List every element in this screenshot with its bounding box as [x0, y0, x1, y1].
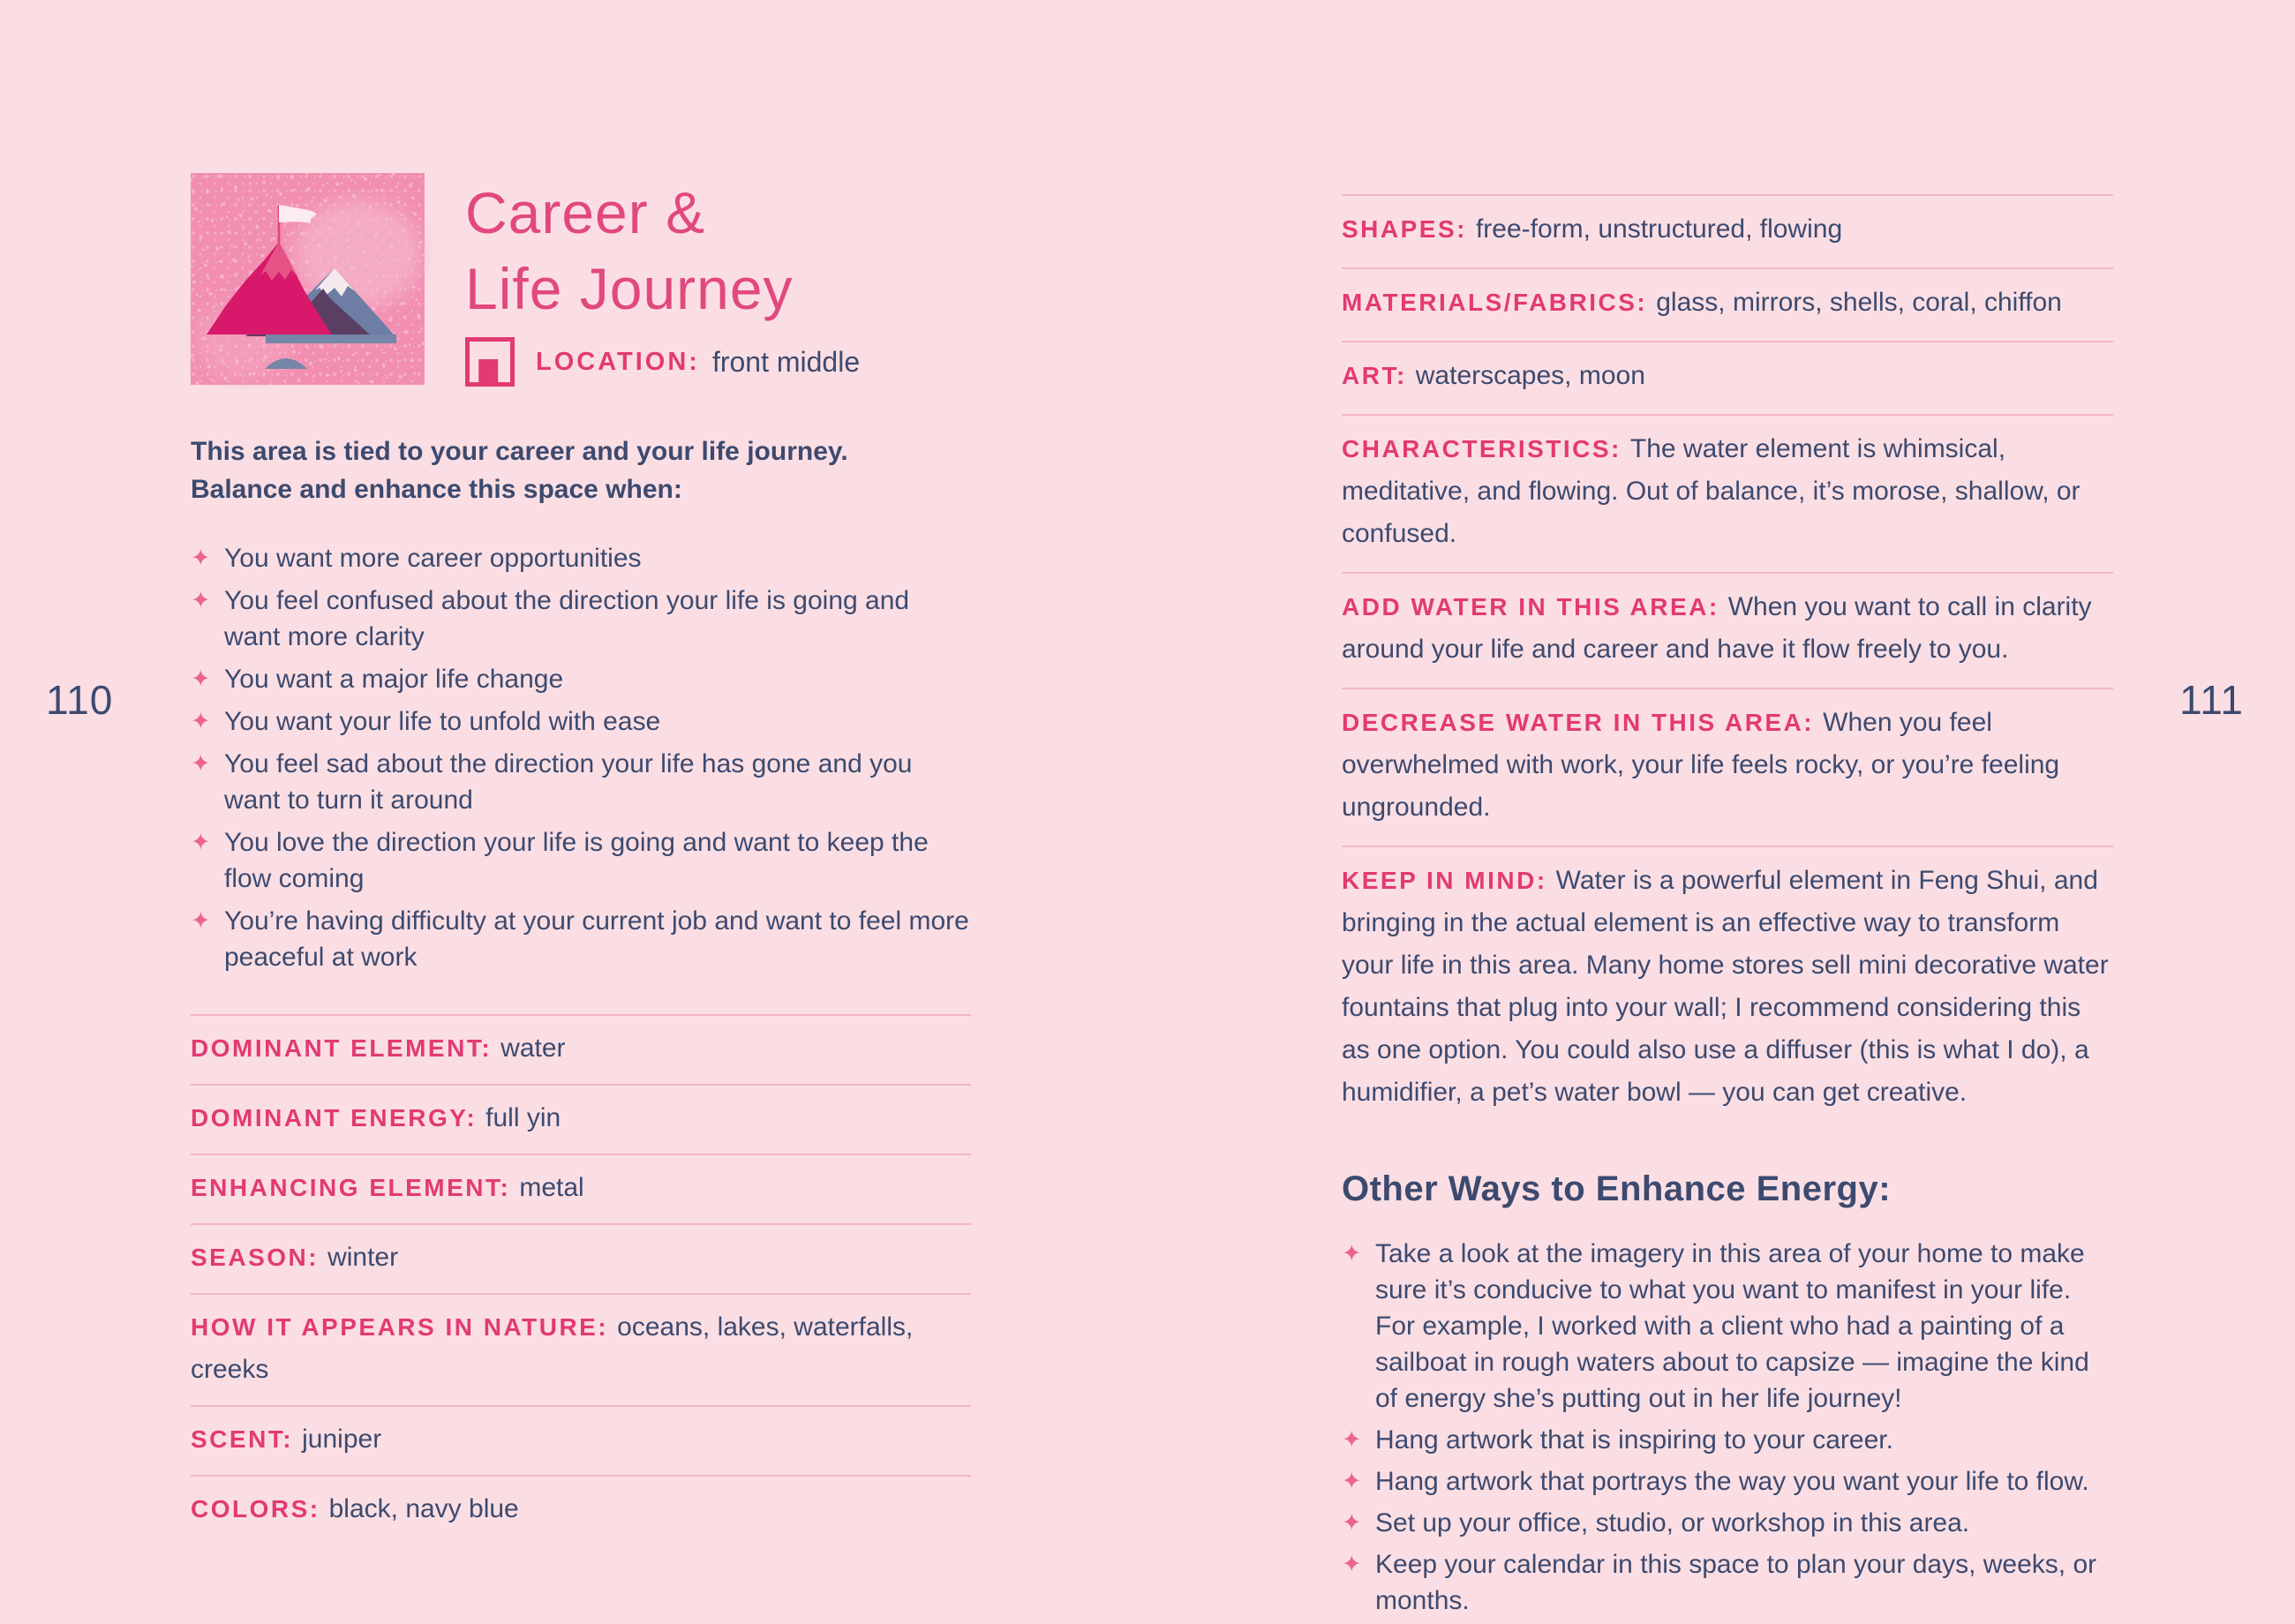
attribute-label: DOMINANT ENERGY: [191, 1104, 478, 1132]
floorplan-location-icon [465, 337, 515, 387]
attribute-label: DOMINANT ELEMENT: [191, 1034, 493, 1062]
list-item: ✦ You want a major life change [191, 661, 971, 697]
mountain-flag-illustration [191, 173, 425, 385]
attribute-label: HOW IT APPEARS IN NATURE: [191, 1313, 609, 1341]
sparkle-bullet-icon: ✦ [1342, 1426, 1362, 1453]
table-row [1342, 572, 2113, 688]
list-item: ✦ You feel confused about the direction your life is going and want more clarity [191, 583, 971, 655]
attribute-label: SCENT: [191, 1425, 294, 1453]
water-attributes-table [1342, 194, 2113, 1131]
intro-line-1: This area is tied to your career and your life journey. [191, 437, 848, 466]
attribute-value: When you feel overwhelmed with work, your life feels rocky, or you’re feeling ungrounded. [1342, 708, 2060, 822]
attribute-label: DECREASE WATER IN THIS AREA: [1342, 709, 1815, 736]
intro-text [191, 432, 971, 508]
attribute-value: Water is a powerful element in Feng Shui, and bringing in the actual element is an effective way to transform your life in this area. Many home stores sell mini decorative water fountains that plug into your wall; I recommend considering this as one option. You could also use a diffuser (this is what I do), a humidifier, a pet’s water bowl — you can get creative. [1342, 866, 2109, 1107]
attribute-label: KEEP IN MIND: [1342, 867, 1547, 894]
attribute-label: MATERIALS/FABRICS: [1342, 289, 1648, 316]
element-attributes-table [191, 1014, 971, 1545]
table-row [191, 1154, 971, 1223]
table-row [191, 1405, 971, 1475]
sparkle-bullet-icon: ✦ [1342, 1240, 1362, 1267]
table-row [191, 1475, 971, 1545]
list-item: ✦ Hang artwork that portrays the way you want your life to flow. [1342, 1463, 2113, 1500]
page-title-line-1: Career & [465, 180, 706, 245]
attribute-value: full yin [485, 1103, 561, 1132]
attribute-value: waterscapes, moon [1415, 361, 1645, 390]
table-row [1342, 267, 2113, 341]
attribute-value: oceans, lakes, waterfalls, creeks [191, 1312, 914, 1384]
enhance-energy-list [1342, 1236, 2113, 1619]
sparkle-bullet-icon: ✦ [191, 545, 211, 571]
section-heading: Other Ways to Enhance Energy: [1342, 1169, 1892, 1208]
attribute-label: CHARACTERISTICS: [1342, 435, 1622, 462]
table-row [191, 1223, 971, 1293]
list-item: ✦ Take a look at the imagery in this area of your home to make sure it’s conducive to what you want to manifest in your life. For example, I worked with a client who had a painting of a sailboat in rough waters about to capsize — imagine the kind of energy she’s putting out in her life journey! [1342, 1236, 2113, 1417]
sparkle-bullet-icon: ✦ [191, 750, 211, 777]
table-row [1342, 846, 2113, 1131]
page-number-right: 111 [2179, 677, 2244, 723]
list-item: ✦ Hang artwork that is inspiring to your career. [1342, 1422, 2113, 1458]
sparkle-bullet-icon: ✦ [191, 829, 211, 855]
chapter-header [191, 173, 971, 387]
attribute-label: ART: [1342, 362, 1407, 389]
location-row [465, 337, 860, 387]
list-item: ✦ Keep your calendar in this space to plan your days, weeks, or months. [1342, 1546, 2113, 1619]
left-page [191, 173, 971, 1545]
attribute-value: glass, mirrors, shells, coral, chiffon [1656, 288, 2062, 317]
table-row [191, 1293, 971, 1405]
list-item: ✦ You love the direction your life is going and want to keep the flow coming [191, 824, 971, 897]
table-row [191, 1014, 971, 1084]
attribute-value: metal [519, 1173, 584, 1202]
location-value: front middle [711, 345, 861, 378]
attribute-label: SEASON: [191, 1244, 320, 1271]
sparkle-bullet-icon: ✦ [191, 907, 211, 934]
attribute-label: ENHANCING ELEMENT: [191, 1174, 511, 1201]
table-row [1342, 688, 2113, 846]
sparkle-bullet-icon: ✦ [1342, 1509, 1362, 1536]
sparkle-bullet-icon: ✦ [191, 665, 211, 692]
attribute-value: The water element is whimsical, meditative, and flowing. Out of balance, it’s morose, shallow, or confused. [1342, 434, 2081, 548]
table-row [1342, 414, 2113, 572]
attribute-value: black, navy blue [328, 1494, 519, 1523]
intro-line-2: Balance and enhance this space when: [191, 475, 682, 504]
list-item: ✦ You want your life to unfold with ease [191, 703, 971, 740]
attribute-value: free-form, unstructured, flowing [1475, 214, 1843, 244]
list-item: ✦ You’re having difficulty at your current job and want to feel more peaceful at work [191, 903, 971, 975]
location-label: LOCATION: [536, 347, 700, 376]
attribute-value: winter [327, 1243, 399, 1272]
sparkle-bullet-icon: ✦ [191, 587, 211, 613]
attribute-label: SHAPES: [1342, 215, 1467, 243]
attribute-label: ADD WATER IN THIS AREA: [1342, 593, 1719, 620]
balance-when-list [191, 540, 971, 975]
sparkle-bullet-icon: ✦ [191, 708, 211, 734]
list-item: ✦ You feel sad about the direction your life has gone and you want to turn it around [191, 746, 971, 818]
list-item: ✦ Set up your office, studio, or workshop in this area. [1342, 1505, 2113, 1541]
list-item: ✦ You want more career opportunities [191, 540, 971, 576]
page-title-line-2: Life Journey [465, 256, 794, 321]
right-page [1342, 194, 2113, 1624]
sparkle-bullet-icon: ✦ [1342, 1468, 1362, 1494]
table-row [1342, 341, 2113, 414]
sparkle-bullet-icon: ✦ [1342, 1551, 1362, 1577]
attribute-value: water [500, 1034, 566, 1063]
attribute-value: When you want to call in clarity around your life and career and have it flow freely to you. [1342, 592, 2092, 664]
table-row [191, 1084, 971, 1154]
page-number-left: 110 [46, 677, 114, 723]
table-row [1342, 194, 2113, 267]
attribute-value: juniper [302, 1425, 382, 1454]
attribute-label: COLORS: [191, 1495, 320, 1522]
